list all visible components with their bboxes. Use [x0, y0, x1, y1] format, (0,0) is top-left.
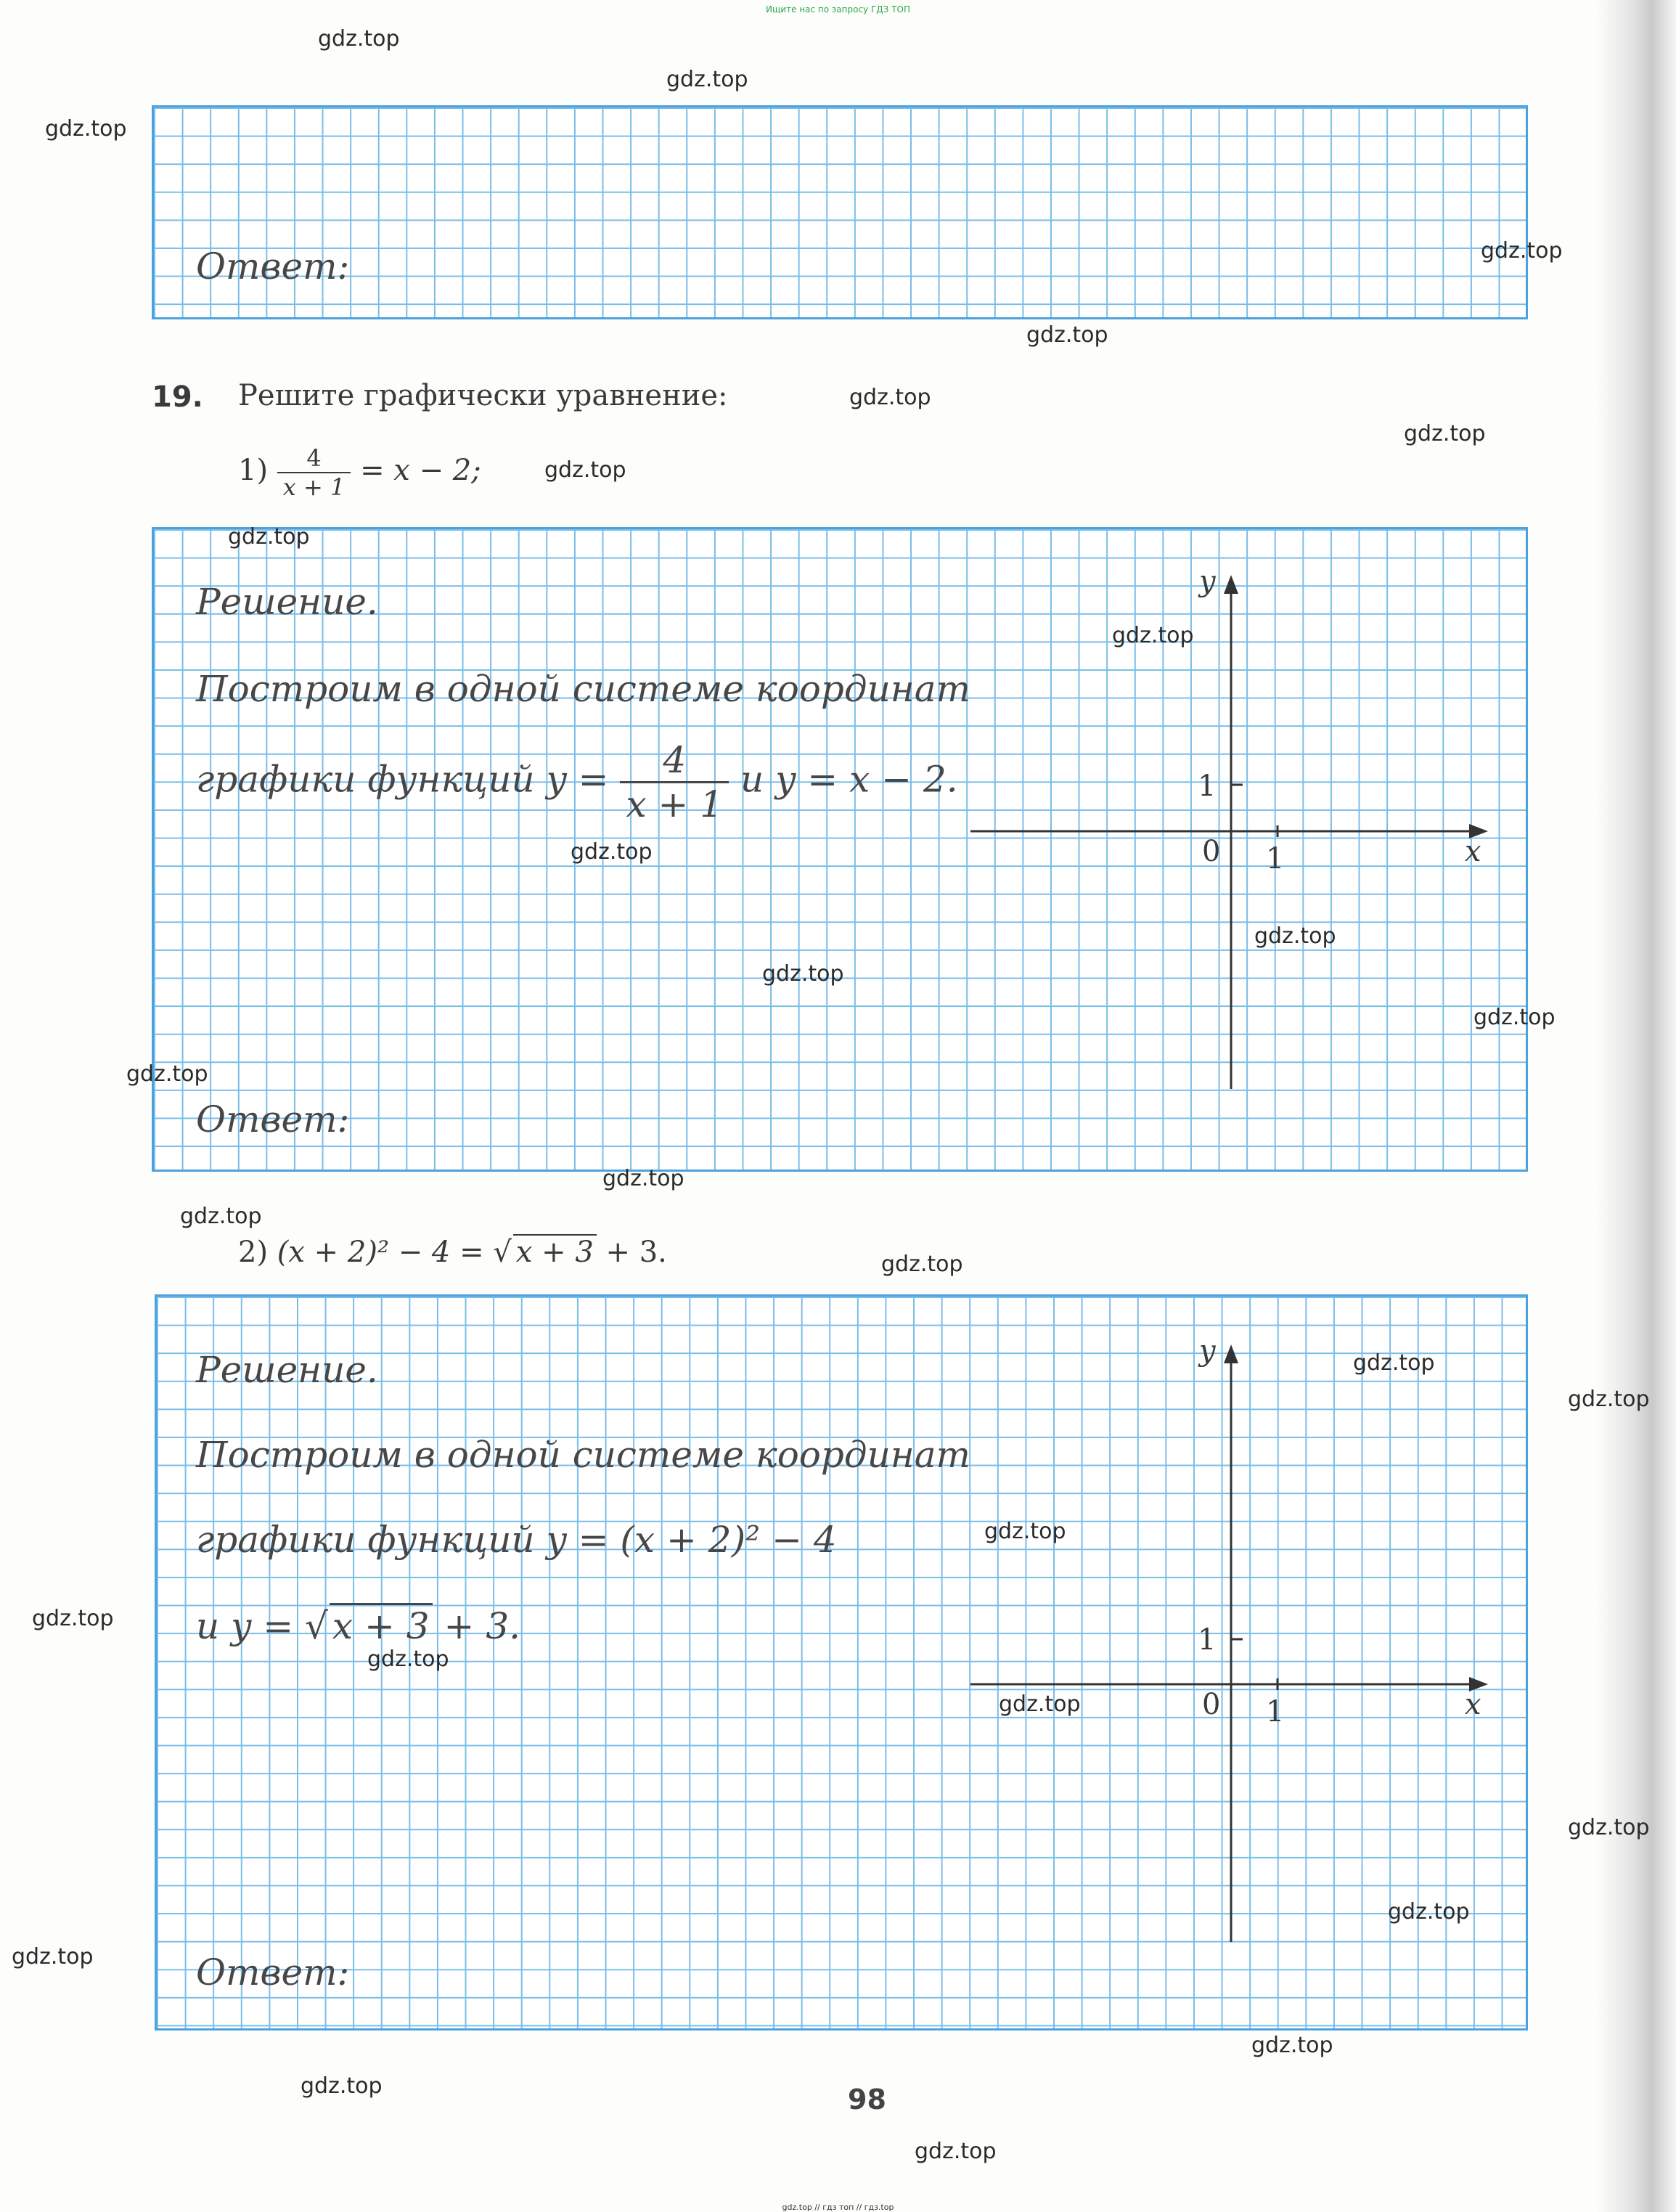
watermark: gdz.top [984, 1519, 1066, 1544]
watermark: gdz.top [1404, 421, 1486, 446]
part1-origin-label: 0 [1202, 835, 1221, 868]
watermark: gdz.top [367, 1646, 449, 1672]
watermark: gdz.top [1568, 1387, 1650, 1412]
part1-fraction-denominator: x + 1 [277, 472, 351, 501]
part2-line3-suffix: + 3. [443, 1605, 521, 1647]
part2-lhs: (x + 2)² − 4 = [277, 1236, 484, 1269]
part2-sqrt-sign: √ [493, 1236, 512, 1269]
part1-x-label: x [1465, 835, 1481, 868]
part2-x-label: x [1465, 1688, 1481, 1721]
watermark: gdz.top [666, 67, 748, 92]
part1-line2-suffix: и y = x − 2. [740, 758, 958, 801]
watermark: gdz.top [1568, 1815, 1650, 1840]
watermark: gdz.top [1388, 1899, 1470, 1925]
watermark: gdz.top [301, 2073, 383, 2099]
part2-origin-label: 0 [1202, 1688, 1221, 1721]
part2-line3-prefix: и y = [196, 1605, 294, 1647]
watermark: gdz.top [180, 1204, 262, 1229]
watermark: gdz.top [915, 2139, 997, 2164]
watermark: gdz.top [12, 1944, 94, 1970]
watermark: gdz.top [1254, 923, 1336, 949]
part2-solution-line2: графики функций y = (x + 2)² − 4 [196, 1519, 837, 1561]
watermark: gdz.top [1251, 2033, 1333, 2058]
watermark: gdz.top [849, 385, 931, 410]
part2-y-label: y [1199, 1334, 1216, 1368]
watermark: gdz.top [602, 1166, 684, 1191]
watermark: gdz.top [1353, 1350, 1435, 1376]
part1-hw-numerator: 4 [663, 739, 687, 781]
part1-rhs: = x − 2; [360, 454, 481, 487]
watermark: gdz.top [999, 1691, 1081, 1717]
part1-unit-x: 1 [1266, 842, 1285, 876]
part2-answer-label: Ответ: [196, 1951, 350, 1993]
part2-unit-x: 1 [1266, 1695, 1285, 1729]
part1-y-label: y [1199, 565, 1216, 598]
watermark: gdz.top [318, 26, 400, 52]
watermark: gdz.top [32, 1606, 114, 1631]
part1-hw-denominator: x + 1 [620, 781, 729, 825]
part2-unit-y: 1 [1198, 1623, 1217, 1657]
watermark: gdz.top [45, 116, 127, 142]
part1-line2-prefix: графики функций y = [196, 758, 609, 801]
part1-solution-title: Решение. [196, 581, 378, 623]
part2-hw-sqrt-arg: x + 3 [330, 1603, 433, 1647]
watermark: gdz.top [544, 457, 626, 483]
page-number: 98 [848, 2084, 886, 2115]
part2-sqrt-arg: x + 3 [513, 1234, 597, 1269]
watermark: gdz.top [762, 961, 844, 987]
answer-label-previous: Ответ: [196, 245, 350, 287]
watermark: gdz.top [1481, 238, 1563, 264]
watermark: gdz.top [228, 524, 310, 550]
watermark: gdz.top [571, 839, 653, 865]
part1-fraction-numerator: 4 [306, 444, 322, 472]
part2-solution-line1: Построим в одной системе координат [196, 1434, 970, 1476]
part1-solution-line1: Построим в одной системе координат [196, 668, 970, 710]
top-banner[interactable]: Ищите нас по запросу ГДЗ ТОП [766, 4, 910, 15]
part2-solution-title: Решение. [196, 1349, 378, 1391]
watermark: gdz.top [1026, 322, 1108, 348]
part1-unit-y: 1 [1198, 770, 1217, 803]
watermark: gdz.top [1112, 623, 1194, 648]
bottom-banner: gdz.top // гдз топ // гдз.top [782, 2203, 894, 2212]
watermark: gdz.top [881, 1252, 963, 1277]
task-title: Решите графически уравнение: [238, 379, 728, 412]
part1-answer-label: Ответ: [196, 1098, 350, 1140]
part2-label: 2) [238, 1236, 269, 1269]
part2-y-arrow [1224, 1344, 1238, 1363]
watermark: gdz.top [1473, 1005, 1556, 1030]
part2-hw-sqrt-sign: √ [305, 1605, 328, 1647]
task-number: 19. [152, 380, 203, 414]
part2-rhs: + 3. [605, 1236, 667, 1269]
part1-label: 1) [238, 454, 269, 487]
watermark: gdz.top [126, 1061, 208, 1087]
